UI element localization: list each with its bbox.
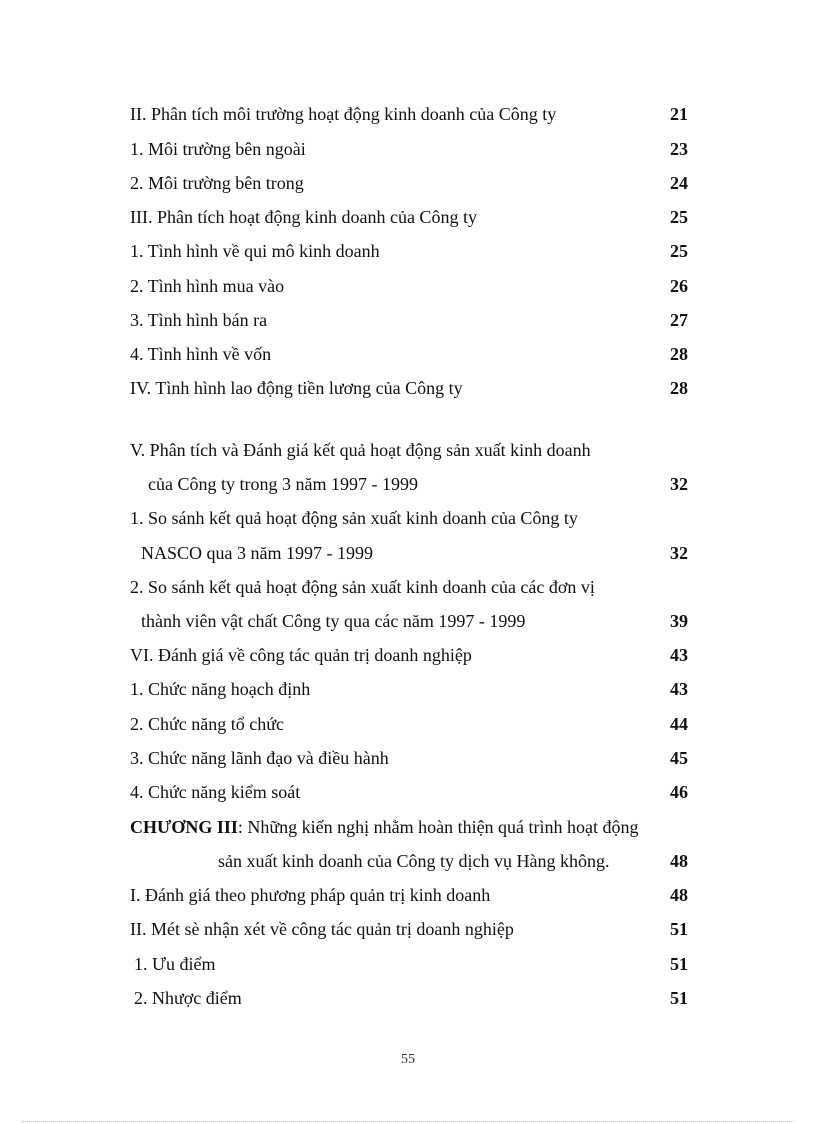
toc-entry-page: 25 (670, 207, 688, 227)
toc-entry-continuation (0, 469, 816, 499)
toc-entry-continuation (0, 606, 816, 636)
toc-entry (0, 674, 816, 704)
toc-entry-page: 48 (670, 885, 688, 905)
toc-entry-page: 46 (670, 782, 688, 802)
toc-entry (0, 949, 816, 979)
toc-entry-continuation (0, 538, 816, 568)
toc-entry-label: V. Phân tích và Đánh giá kết quả hoạt động sản xuất kinh doanh (130, 440, 591, 460)
toc-entry-label: 4. Tình hình về vốn (130, 344, 272, 364)
chapter-number: CHƯƠNG III (130, 817, 238, 837)
toc-entry-page: 32 (670, 543, 688, 563)
toc-entry-label: I. Đánh giá theo phương pháp quản trị kinh doanh (130, 885, 491, 905)
toc-entry-page: 24 (670, 173, 688, 193)
toc-entry-label: II. Phân tích môi trường hoạt động kinh doanh của Công ty (130, 104, 557, 124)
toc-entry (0, 373, 816, 403)
toc-entry-label: 1. Ưu điểm (134, 954, 216, 974)
toc-entry-page: 27 (670, 310, 688, 330)
toc-entry (0, 339, 816, 369)
toc-entry (0, 236, 816, 266)
toc-entry-page: 51 (670, 988, 688, 1008)
toc-entry-page: 44 (670, 714, 688, 734)
toc-chapter-label (130, 812, 639, 842)
toc-entry (0, 271, 816, 301)
toc-entry-label: VI. Đánh giá về công tác quản trị doanh nghiệp (130, 645, 472, 665)
toc-entry-page: 23 (670, 139, 688, 159)
toc-entry-page: 28 (670, 378, 688, 398)
toc-entry-page: 48 (670, 851, 688, 871)
toc-entry (0, 709, 816, 739)
toc-entry-label: 1. Môi trường bên ngoài (130, 139, 306, 159)
toc-entry-label: 1. Tình hình về qui mô kinh doanh (130, 241, 380, 261)
toc-entry (0, 168, 816, 198)
toc-entry-label: 2. So sánh kết quả hoạt động sản xuất kinh doanh của các đơn vị (130, 577, 595, 597)
toc-entry (0, 880, 816, 910)
toc-entry-label: II. Mét sè nhận xét về công tác quản trị doanh nghiệp (130, 919, 514, 939)
toc-entry (0, 202, 816, 232)
toc-entry-label: 2. Nhược điểm (134, 988, 242, 1008)
page-bottom-divider (22, 1121, 794, 1122)
toc-entry (0, 640, 816, 670)
toc-entry (0, 914, 816, 944)
toc-entry (0, 983, 816, 1013)
toc-entry-label: IV. Tình hình lao động tiền lương của Công ty (130, 378, 463, 398)
toc-entry-page: 26 (670, 276, 688, 296)
toc-entry-label: 4. Chức năng kiểm soát (130, 782, 301, 802)
toc-entry-label: 2. Chức năng tổ chức (130, 714, 284, 734)
toc-entry-page: 39 (670, 611, 688, 631)
toc-entry-label: 1. So sánh kết quả hoạt động sản xuất kinh doanh của Công ty (130, 508, 578, 528)
toc-entry-continuation (0, 846, 816, 876)
toc-entry-page: 25 (670, 241, 688, 261)
toc-entry (0, 572, 816, 602)
toc-entry-page: 43 (670, 645, 688, 665)
toc-entry-page: 51 (670, 954, 688, 974)
toc-entry-label: 3. Tình hình bán ra (130, 310, 268, 330)
toc-entry-label: thành viên vật chất Công ty qua các năm 1997 - 1999 (141, 611, 526, 631)
toc-entry-page: 28 (670, 344, 688, 364)
toc-entry-page: 32 (670, 474, 688, 494)
toc-entry (0, 99, 816, 129)
toc-entry-page: 43 (670, 679, 688, 699)
toc-entry-label: 2. Môi trường bên trong (130, 173, 304, 193)
toc-entry-label: 1. Chức năng hoạch định (130, 679, 311, 699)
toc-entry-label: NASCO qua 3 năm 1997 - 1999 (141, 543, 373, 563)
toc-entry-label: III. Phân tích hoạt động kinh doanh của Công ty (130, 207, 477, 227)
toc-entry-page: 45 (670, 748, 688, 768)
toc-entry-label: 3. Chức năng lãnh đạo và điều hành (130, 748, 389, 768)
toc-entry (0, 435, 816, 465)
toc-entry-label: của Công ty trong 3 năm 1997 - 1999 (148, 474, 418, 494)
toc-entry (0, 743, 816, 773)
toc-chapter-heading (0, 812, 816, 842)
toc-entry-label: sản xuất kinh doanh của Công ty dịch vụ Hàng không. (218, 851, 610, 871)
toc-entry-page: 51 (670, 919, 688, 939)
toc-entry (0, 305, 816, 335)
toc-entry (0, 134, 816, 164)
toc-entry-label: 2. Tình hình mua vào (130, 276, 285, 296)
chapter-title: : Những kiến nghị nhằm hoàn thiện quá trình hoạt động (237, 817, 639, 837)
toc-entry (0, 503, 816, 533)
toc-entry-page: 21 (670, 104, 688, 124)
toc-entry (0, 777, 816, 807)
page-number: 55 (401, 1052, 415, 1067)
